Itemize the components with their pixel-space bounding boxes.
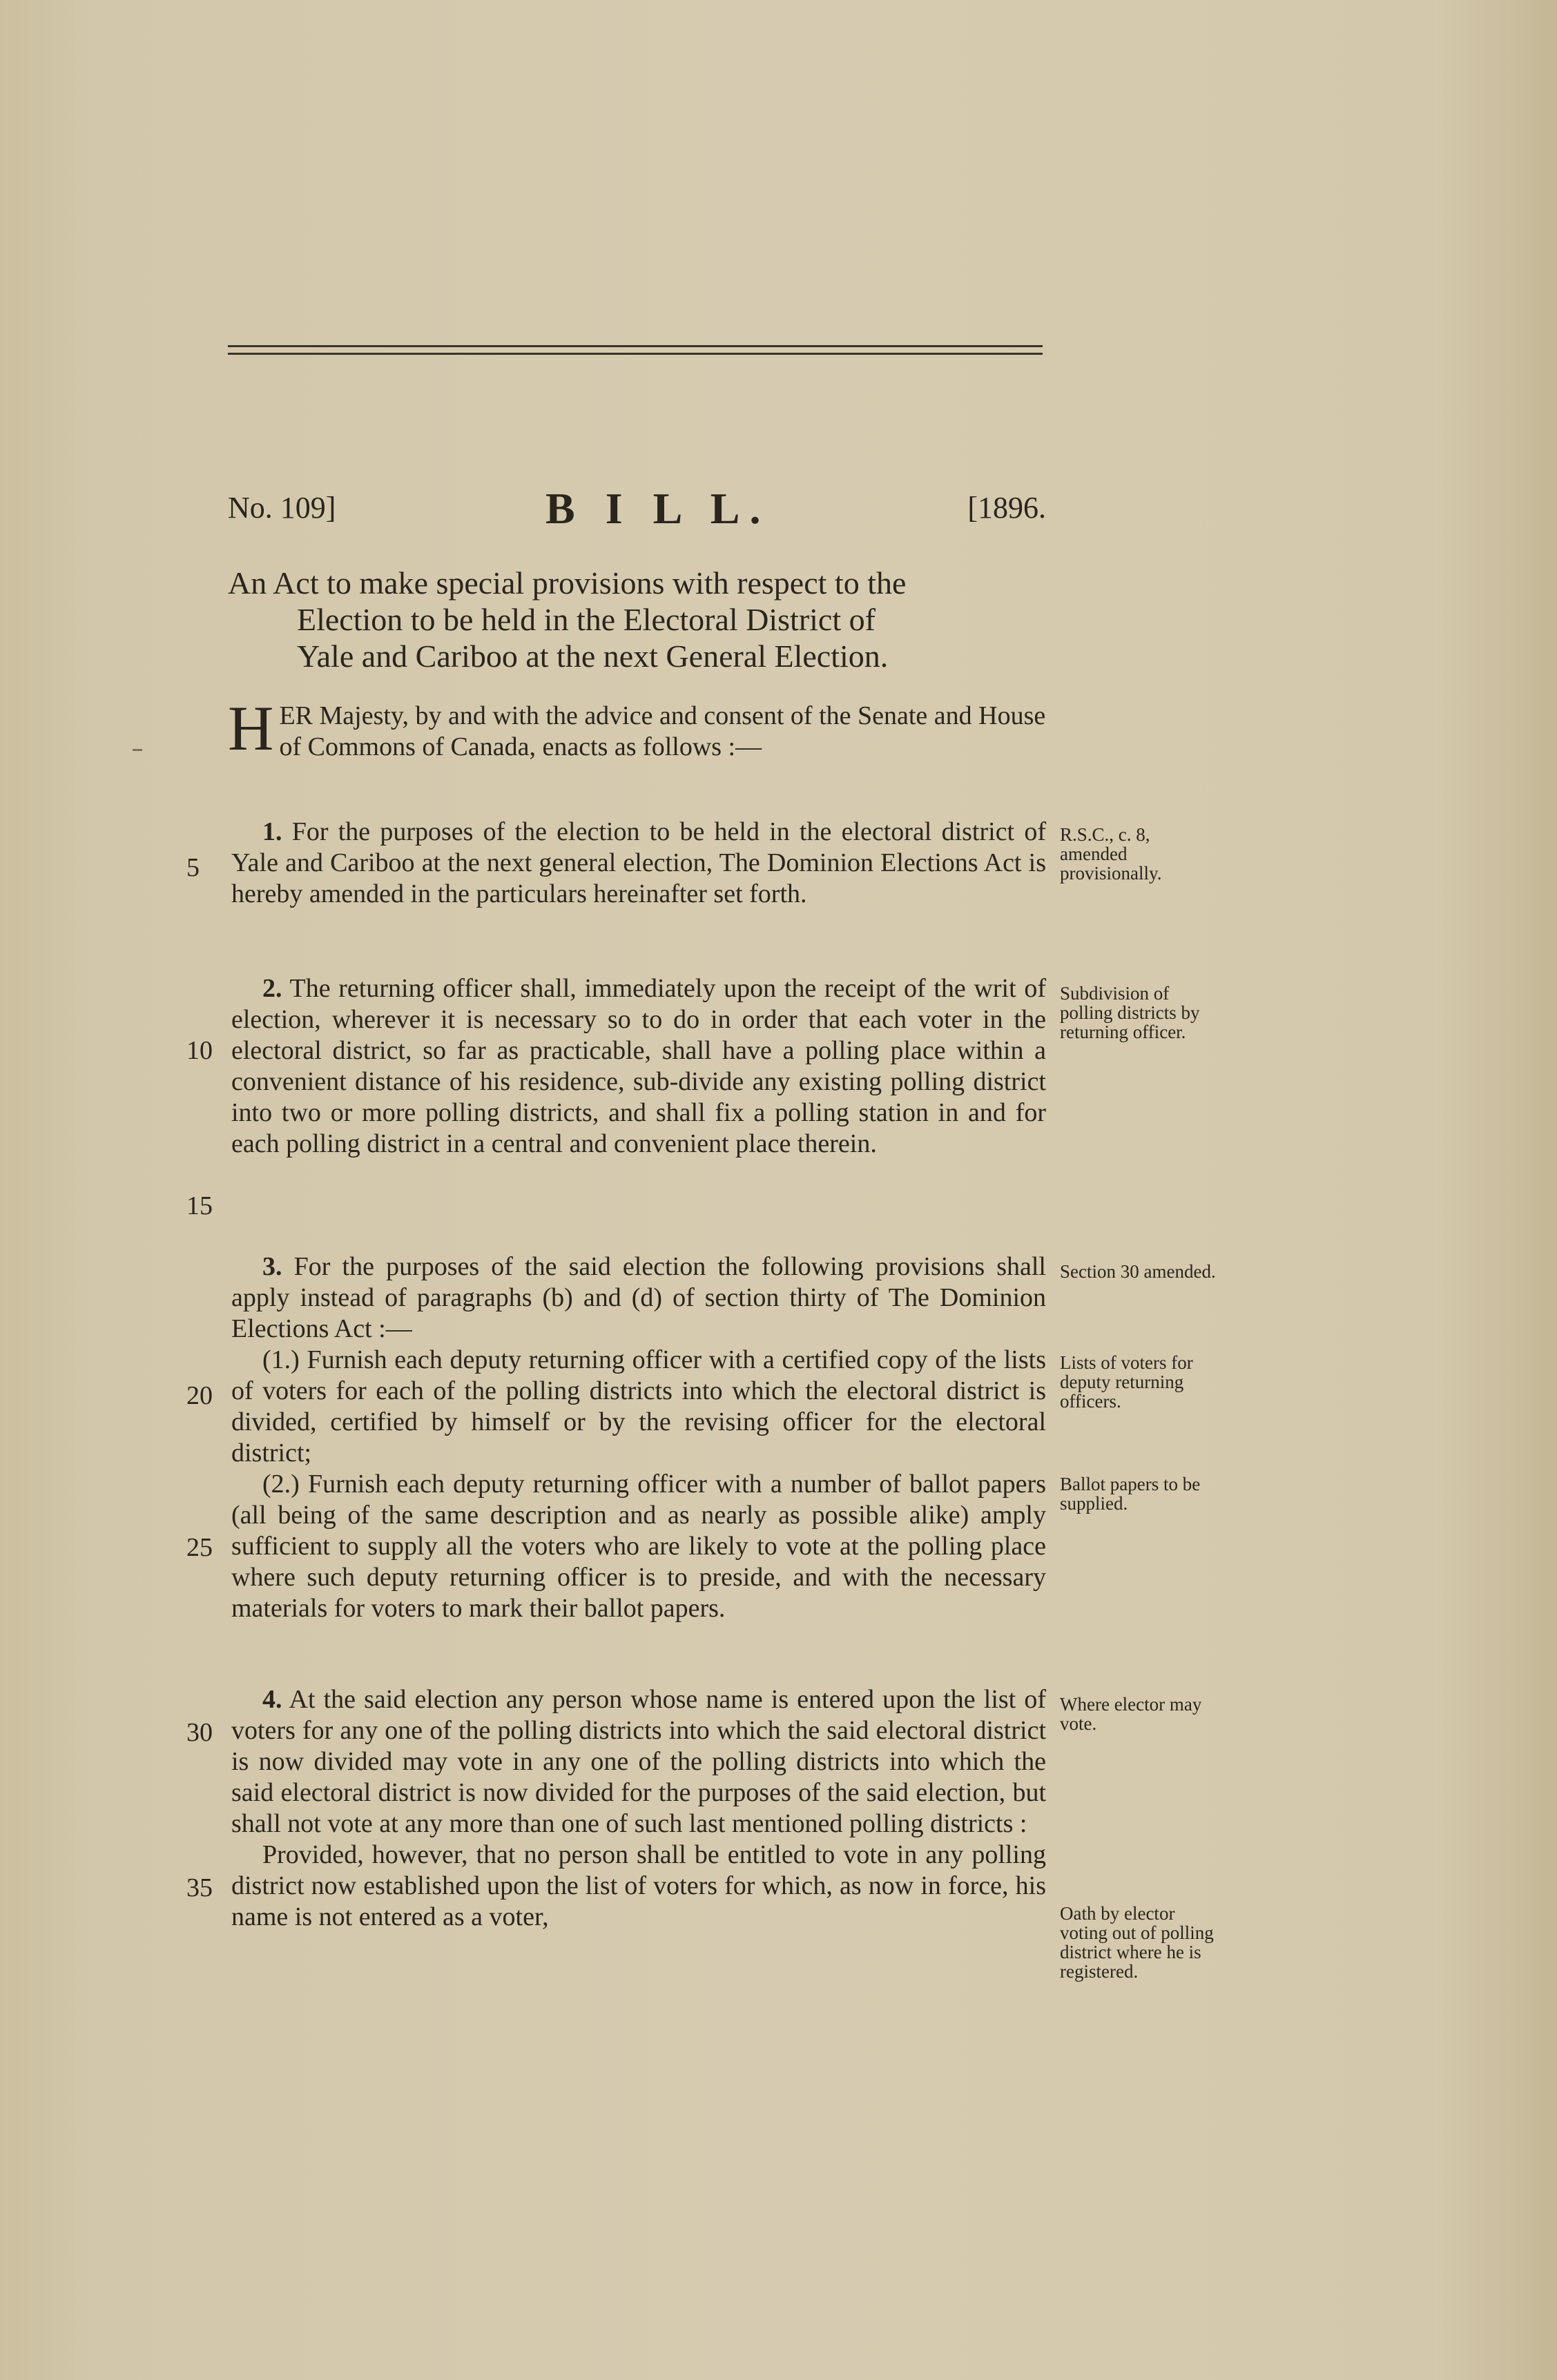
- section-3-number: 3.: [262, 1252, 282, 1281]
- section-3-paragraph-1: (1.) Furnish each deputy returning officer with a certified copy of the lists of voters for each of the polling districts into which the electoral district is divided, certified by himself or by the revising officer for the electoral district;: [231, 1345, 1046, 1467]
- margin-note-3-2: Ballot papers to be supplied.: [1060, 1474, 1201, 1514]
- section-3: [231, 1251, 1046, 1624]
- line-number-15: 15: [186, 1191, 213, 1220]
- top-rule-second: [228, 353, 1043, 355]
- title-line-1: An Act to make special provisions with respect to the: [228, 565, 907, 601]
- section-4-text: At the said election any person whose name is entered upon the list of voters for any one of the polling districts into which the said electoral district is now divided may vote in any one of the polling districts into which the said electoral district is now divided for the purposes of the said election, but shall not vote at any more than one of such last mentioned polling districts :: [231, 1685, 1046, 1838]
- section-1-number: 1.: [262, 817, 282, 846]
- margin-note-4-proviso: Oath by elector voting out of polling district where he is registered.: [1060, 1903, 1214, 1982]
- section-1-text: For the purposes of the election to be held in the electoral district of Yale and Cariboo at the next general election, The Dominion Elections Act is hereby amended in the particulars hereinafter set forth.: [231, 817, 1046, 908]
- line-number-10: 10: [186, 1036, 213, 1065]
- margin-note-3: Section 30 amended.: [1060, 1261, 1216, 1282]
- preamble-dropcap: H: [228, 693, 274, 763]
- section-3-text: For the purposes of the said election the following provisions shall apply instead of paragraphs (b) and (d) of section thirty of The Dominion Elections Act :—: [231, 1252, 1046, 1343]
- line-number-35: 35: [186, 1873, 213, 1902]
- section-2: [231, 973, 1046, 1160]
- title-line-2: Election to be held in the Electoral District of: [297, 602, 876, 637]
- bill-header: [228, 483, 1046, 538]
- bill-title: [228, 565, 1046, 674]
- margin-note-3-1: Lists of voters for deputy returning officers.: [1060, 1352, 1193, 1412]
- margin-mark: [133, 749, 142, 751]
- section-2-text: The returning officer shall, immediately upon the receipt of the writ of election, wherever it is necessary so to do in order that each voter in the electoral district, so far as practicable, shall have a polling place within a convenient distance of his residence, sub-divide any existing polling district into two or more polling districts, and shall fix a polling station in and for each polling district in a central and convenient place therein.: [231, 974, 1046, 1158]
- margin-note-2: Subdivision of polling districts by returning officer.: [1060, 983, 1200, 1042]
- bill-number: No. 109]: [228, 491, 336, 525]
- section-4-number: 4.: [262, 1685, 282, 1714]
- margin-note-4: Where elector may vote.: [1060, 1694, 1202, 1734]
- line-number-20: 20: [186, 1381, 213, 1410]
- line-number-25: 25: [186, 1533, 213, 1562]
- preamble: [228, 693, 1046, 763]
- line-number-30: 30: [186, 1718, 213, 1747]
- bill-heading: B I L L.: [545, 484, 771, 533]
- line-number-5: 5: [186, 853, 200, 882]
- section-3-paragraph-2: (2.) Furnish each deputy returning officer with a number of ballot papers (all being of the same description and as nearly as possible alike) amply sufficient to supply all the voters who are likely to vote at the polling place where such deputy returning officer is to preside, and with the necessary materials for voters to mark their ballot papers.: [231, 1470, 1046, 1623]
- section-2-number: 2.: [262, 974, 282, 1003]
- section-4: [231, 1684, 1046, 1933]
- preamble-text: ER Majesty, by and with the advice and consent of the Senate and House of Commons of Canada, enacts as follows :—: [279, 701, 1046, 761]
- margin-note-1: R.S.C., c. 8, amended provisionally.: [1060, 824, 1162, 884]
- section-1: [231, 817, 1046, 910]
- section-4-proviso: Provided, however, that no person shall be entitled to vote in any polling district now established upon the list of voters for which, as now in force, his name is not entered as a voter,: [231, 1840, 1046, 1931]
- top-rule: [228, 345, 1043, 347]
- bill-year: [1896.: [967, 491, 1046, 525]
- title-line-3: Yale and Cariboo at the next General Election.: [297, 638, 889, 674]
